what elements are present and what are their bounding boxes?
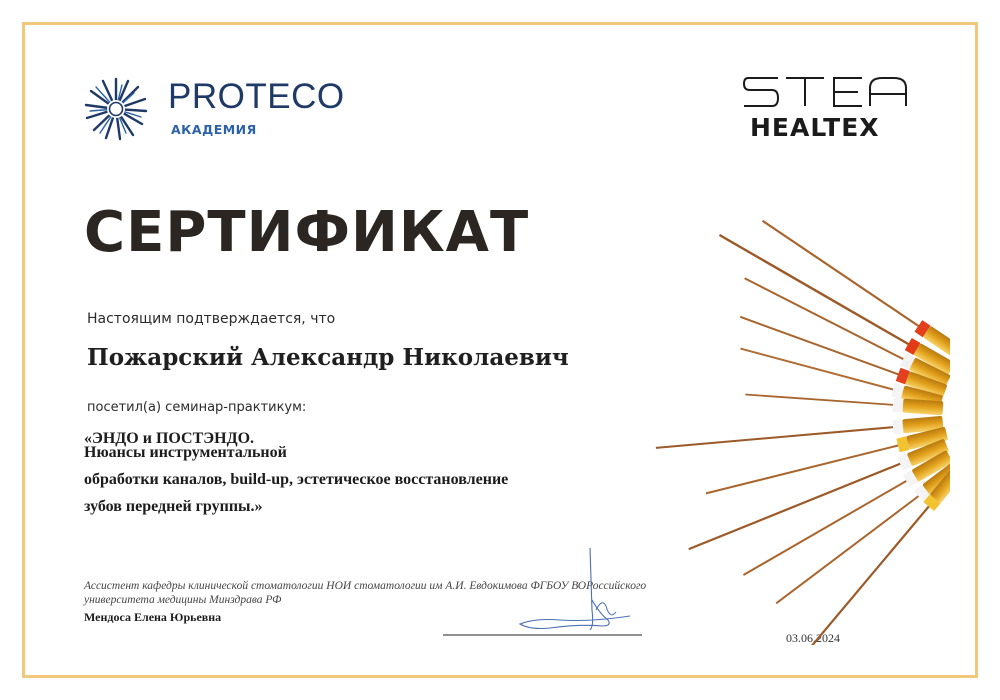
issue-date: 03.06.2024 [786,631,840,645]
endodontic-files-image [620,165,950,645]
signer-position-line-1: Ассистент кафедры клинической стоматологии НОИ стоматологии им А.И. Евдокимова ФГБОУ ВОРоссийского [84,580,647,592]
seminar-title-line-4: зубов передней группы.» [84,498,263,515]
certificate-title: СЕРТИФИКАТ [84,200,530,265]
confirmation-text: Настоящим подтверждается, что [87,311,336,327]
seminar-title-line-3: обработки каналов, build-up, эстетическое восстановление [84,471,509,488]
seminar-title-line-2: Нюансы инструментальной [84,444,287,461]
file-1 [759,215,950,360]
file-2 [716,229,950,375]
proteco-academy-label: АКАДЕМИЯ [171,122,257,137]
stea-logo [742,74,910,112]
attended-text: посетил(а) семинар-практикум: [87,400,307,415]
file-9 [686,439,949,556]
participant-name: Пожарский Александр Николаевич [87,344,569,371]
proteco-brand-name: PROTECO [168,77,345,116]
proteco-starburst-logo [84,77,148,141]
seminar-title-line-1: «ЭНДО и ПОСТЭНДО. [84,430,255,447]
healtex-brand-name: HEALTEX [750,113,880,142]
signer-position-line-2: университета медицины Минздрава РФ [84,594,282,606]
signer-name: Мендоса Елена Юрьевна [84,610,222,624]
